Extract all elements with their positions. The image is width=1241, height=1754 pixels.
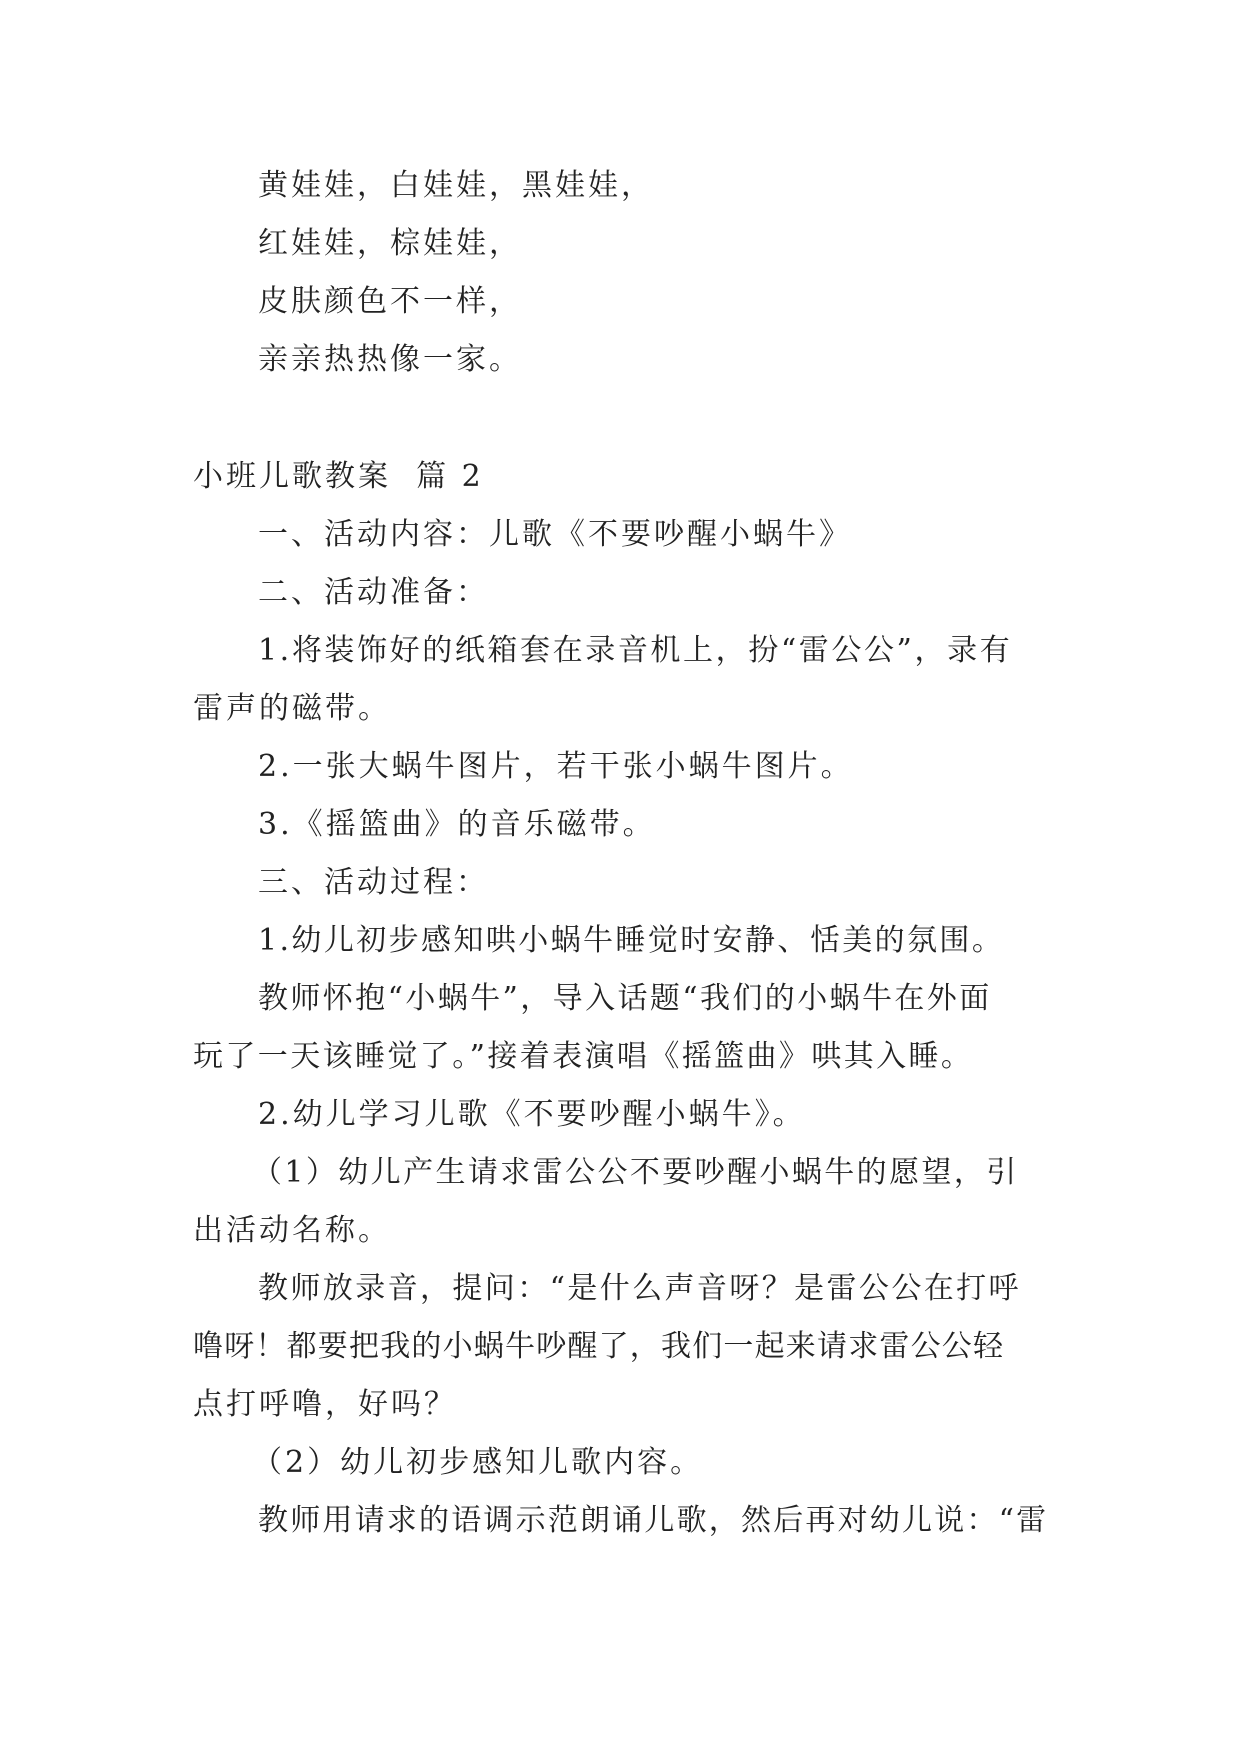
- poem-line: 皮肤颜色不一样，: [258, 284, 522, 319]
- paragraph-line: 1.将装饰好的纸箱套在录音机上，扮“雷公公”，录有: [258, 633, 1013, 668]
- paragraph-line: 教师怀抱“小蜗牛”，导入话题“我们的小蜗牛在外面: [258, 981, 992, 1016]
- paragraph-line: 雷声的磁带。: [193, 691, 391, 726]
- section-heading: 小班儿歌教案 篇 2: [193, 459, 484, 494]
- paragraph-line: 一、活动内容：儿歌《不要吵醒小蜗牛》: [258, 517, 852, 552]
- paragraph-line: （2）幼儿初步感知儿歌内容。: [252, 1445, 704, 1480]
- poem-line: 黄娃娃，白娃娃，黑娃娃，: [258, 168, 654, 203]
- paragraph-line: 点打呼噜，好吗？: [193, 1387, 457, 1422]
- paragraph-line: （1）幼儿产生请求雷公公不要吵醒小蜗牛的愿望，引: [252, 1155, 1019, 1190]
- paragraph-line: 2.幼儿学习儿歌《不要吵醒小蜗牛》。: [258, 1097, 806, 1132]
- paragraph-line: 2.一张大蜗牛图片，若干张小蜗牛图片。: [258, 749, 854, 784]
- paragraph-line: 3.《摇篮曲》的音乐磁带。: [258, 807, 656, 842]
- poem-line: 亲亲热热像一家。: [258, 342, 522, 377]
- paragraph-line: 教师用请求的语调示范朗诵儿歌，然后再对幼儿说：“雷: [258, 1503, 1049, 1538]
- paragraph-line: 出活动名称。: [193, 1213, 391, 1248]
- poem-line: 红娃娃，棕娃娃，: [258, 226, 522, 261]
- paragraph-line: 玩了一天该睡觉了。”接着表演唱《摇篮曲》哄其入睡。: [193, 1039, 974, 1074]
- paragraph-line: 二、活动准备：: [258, 575, 489, 610]
- paragraph-line: 三、活动过程：: [258, 865, 489, 900]
- paragraph-line: 教师放录音，提问：“是什么声音呀？是雷公公在打呼: [258, 1271, 1021, 1306]
- paragraph-line: 噜呀！都要把我的小蜗牛吵醒了，我们一起来请求雷公公轻: [193, 1329, 1005, 1364]
- paragraph-line: 1.幼儿初步感知哄小蜗牛睡觉时安静、恬美的氛围。: [258, 923, 1005, 958]
